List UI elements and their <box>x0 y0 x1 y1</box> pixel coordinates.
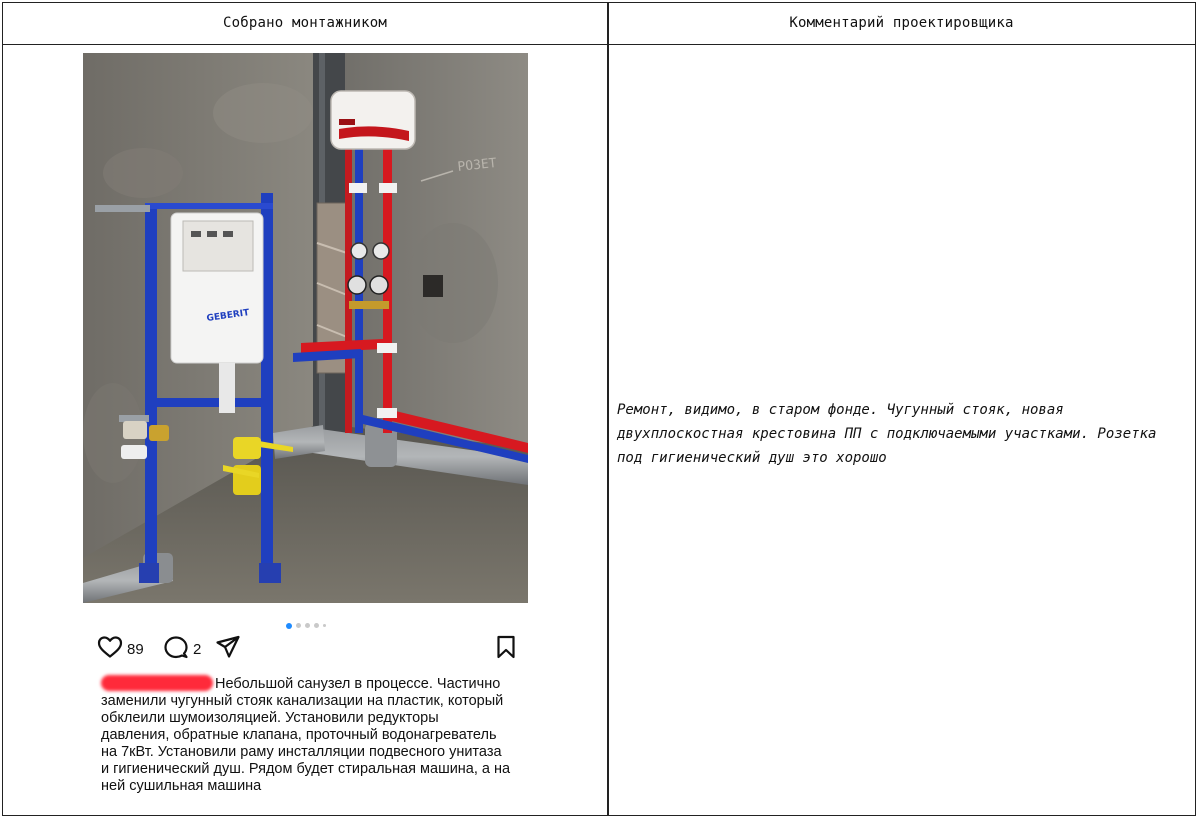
table-header-row <box>3 3 1195 45</box>
carousel-indicator[interactable] <box>83 615 528 623</box>
designer-comment-text: Ремонт, видимо, в старом фонде. Чугунный стояк, новая двухплоскостная крестовина ПП с подключаемыми участками. Розетка под гигиенический душ это хорошо <box>617 402 1157 466</box>
carousel-dot[interactable] <box>296 623 301 628</box>
header-designer-comment: Комментарий проектировщика <box>789 15 1014 31</box>
carousel-dot[interactable] <box>314 623 319 628</box>
save-button[interactable] <box>495 636 517 662</box>
post-action-bar <box>97 636 517 664</box>
comment-count: 2 <box>193 640 202 658</box>
comparison-table <box>2 2 1196 816</box>
wall-marking-text: РОЗЕТ <box>456 155 498 175</box>
heart-icon <box>97 635 123 663</box>
caption-text: Небольшой санузел в процессе. Частично заменили чугунный стояк канализации на пластик, который обклеили шумоизоляцией. Установили редукторы давления, обратные клапана, проточный водонагреватель на 7кВт. Установили раму инсталляции подвесного унитаза и гигиенический душ. Рядом будет стиральная машина, а на ней сушильная машина <box>101 676 511 794</box>
carousel-dot[interactable] <box>323 624 326 627</box>
header-installer: Собрано монтажником <box>223 15 387 31</box>
like-count: 89 <box>127 640 144 658</box>
redacted-username <box>101 675 213 691</box>
like-button[interactable] <box>97 636 144 662</box>
carousel-dot[interactable] <box>286 623 292 629</box>
paper-plane-icon <box>215 635 241 663</box>
carousel-dot[interactable] <box>305 623 310 628</box>
comment-button[interactable] <box>163 636 201 662</box>
post-caption <box>101 675 511 795</box>
installation-photo[interactable] <box>83 53 528 603</box>
social-post <box>83 53 528 794</box>
comment-bubble-icon <box>163 635 189 663</box>
bookmark-icon <box>495 635 517 663</box>
column-divider <box>607 3 609 815</box>
share-button[interactable] <box>215 636 241 662</box>
brand-logo-text: GEBERIT <box>206 308 250 324</box>
